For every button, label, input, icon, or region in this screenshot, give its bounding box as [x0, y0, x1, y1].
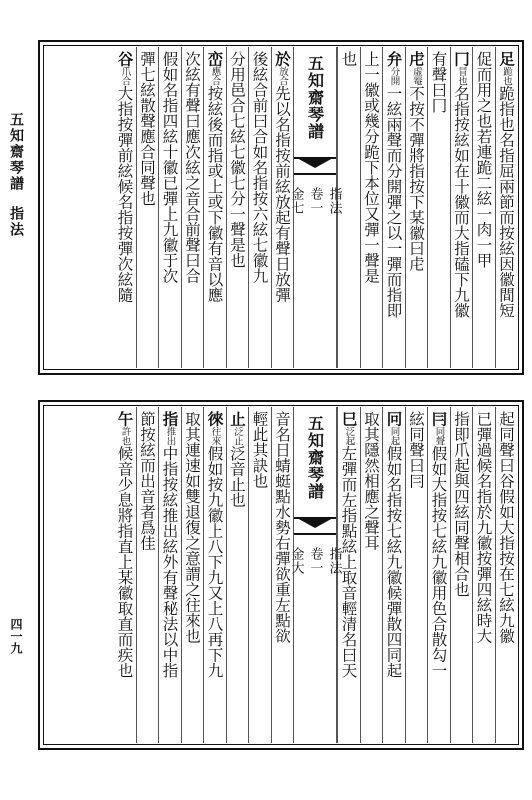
text-column: 於放合先以名指按前絃放起有聲日放彈	[271, 47, 294, 368]
text-column: 止泛止泛音止也	[226, 407, 249, 743]
text-column: 冂冒也名指按絃如在十徽而大指磕下九徽	[450, 47, 473, 368]
text-column: 巳泛起左彈而左指點絃上取音輕清名曰天	[337, 407, 360, 743]
margin-section: 指法	[8, 206, 24, 238]
bottom-page-columns	[45, 407, 517, 743]
fish-tail-ornament	[294, 157, 336, 175]
text-column: 虍虛罨不按不彈將指按下某徽曰虍	[405, 47, 428, 368]
text-column: 促而用之也若連跪二絃一肉一甲	[472, 47, 495, 368]
text-column: 次絃有聲曰應次絃之音合前聲曰合	[181, 47, 204, 368]
text-column: 弁分開一絃兩聲而分開彈之以一彈而指即	[382, 47, 405, 368]
text-column: 也	[337, 47, 360, 368]
center-banner	[288, 407, 342, 743]
text-column: 有聲曰冂	[427, 47, 450, 368]
text-column: 彈七絃散聲應合同聲也	[136, 47, 159, 368]
text-column: 假如名指四絃十徽已彈上九徽于次	[158, 47, 181, 368]
text-column: 指推出中指按絃推出絃外有聲秘法以中指	[158, 407, 181, 743]
top-page	[38, 40, 524, 375]
text-column: 輕此其訣也	[248, 407, 271, 743]
banner-section: 指法 卷一 金大	[288, 547, 342, 575]
top-page-columns	[45, 47, 517, 368]
text-column: 絃同聲曰冃	[405, 407, 428, 743]
text-column: 指即爪起與四絃同聲相合也	[450, 407, 473, 743]
banner-book-title: 五知齋琴譜	[305, 55, 325, 140]
text-column: 谷爪合大指按彈前絃候名指按彈次絃隨	[115, 51, 135, 303]
text-column: 節按絃而出音者爲佳	[136, 407, 159, 743]
text-column: 後絃合前曰合如名指按六絃七徽九	[248, 47, 271, 368]
banner-book-title: 五知齋琴譜	[305, 415, 325, 500]
margin-book-title	[6, 112, 26, 238]
text-column: 足跪也跪指也名指屈兩節而按絃因徽間短	[495, 47, 518, 368]
bottom-page	[38, 400, 524, 750]
text-column: 上一徽或幾分跪下本位又彈一聲是	[360, 47, 383, 368]
text-column: 冃同聲假如大指按七絃九徽用色合散勾一	[427, 407, 450, 743]
page-number: 四一九	[9, 618, 23, 654]
center-banner	[288, 47, 342, 368]
text-column: 分用邑合七絃七徽七分一聲是也	[226, 47, 249, 368]
fish-tail-ornament	[294, 517, 336, 535]
text-column: 已彈過候名指於九徽按彈四絃時大	[472, 407, 495, 743]
text-column: 音名日蜻蜓點水勢右彈欲重左點欲	[271, 407, 294, 743]
text-column: 起同聲曰谷假如大指按在七絃九徽	[495, 407, 518, 743]
margin-title: 五知齋琴譜	[8, 112, 24, 192]
text-column: 冋同起假如名指按七絃九徽候彈散四同起	[382, 407, 405, 743]
banner-section: 指法 卷一 金七	[288, 187, 342, 215]
text-column: 徠往來假如按九徽上八下九又上八再下九	[203, 407, 226, 743]
text-column: 取其隱然相應之聲耳	[360, 407, 383, 743]
text-column: 峦應合按絃後而指或上或下徽有音以應	[203, 47, 226, 368]
text-column: 取其連速如雙退復之意謂之往來也	[181, 407, 204, 743]
text-column: 午許也候音少息將指直上某徽取直而疾也	[115, 411, 135, 678]
